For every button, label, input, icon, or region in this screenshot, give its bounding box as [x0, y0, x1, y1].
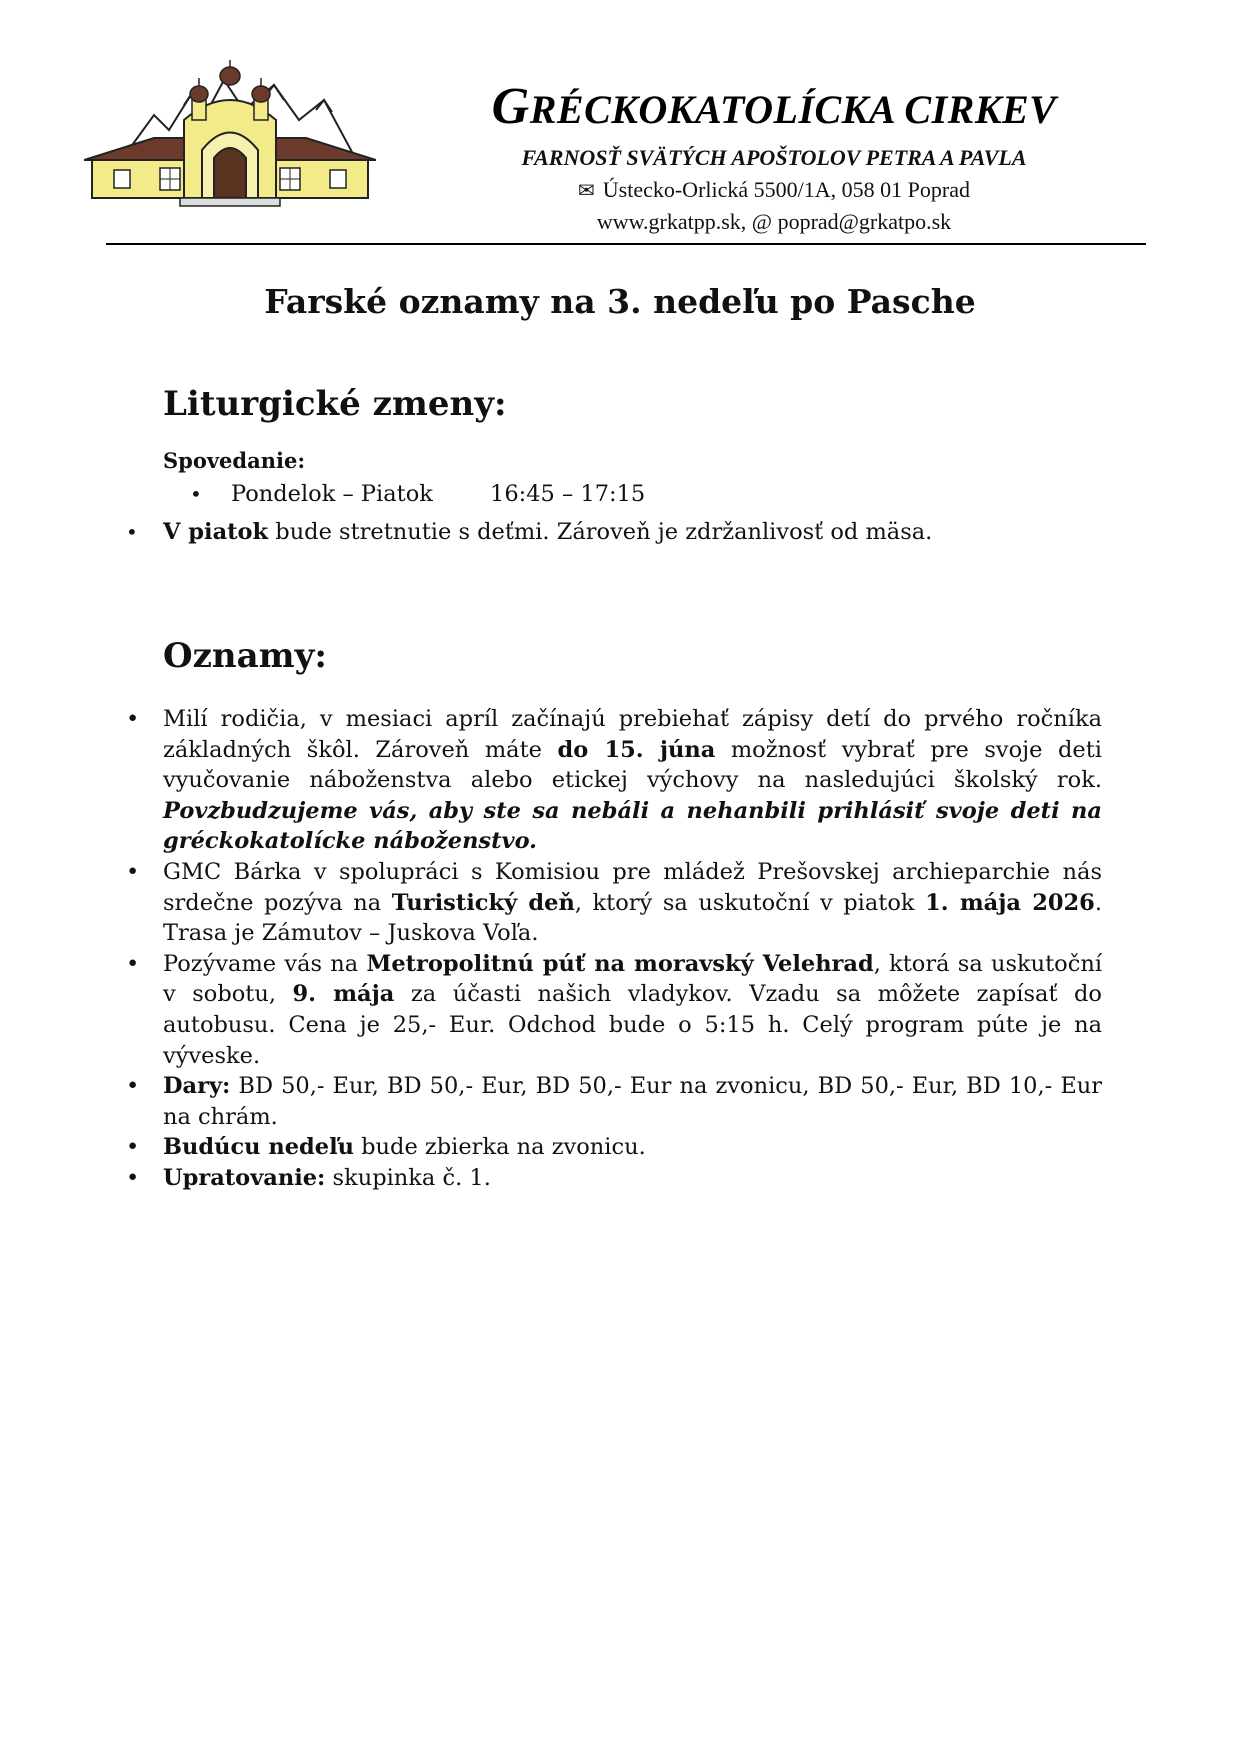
label: Dary: [163, 1073, 231, 1100]
event-date: 9. mája [292, 981, 395, 1008]
announcement-item-donations [126, 1071, 1102, 1132]
address-line [400, 177, 1148, 203]
text: , ktorý sa uskutoční v piatok [574, 889, 926, 916]
text: bude zbierka na zvonicu. [354, 1134, 646, 1161]
confession-label: Spovedanie: [163, 448, 306, 473]
label: Upratovanie: [163, 1164, 326, 1191]
announcement-item-collection [126, 1132, 1102, 1163]
bullet: • [126, 858, 140, 885]
org-name [400, 78, 1148, 135]
text: . Trasa je Zámutov – Juskova Voľa. [163, 889, 1102, 947]
web-line[interactable]: www.grkatpp.sk, @ poprad@grkatpo.sk [596, 209, 952, 235]
parish-name: FARNOSŤ SVÄTÝCH APOŠTOLOV PETRA A PAVLA [521, 145, 1027, 171]
liturgical-heading: Liturgické zmeny: [163, 384, 507, 424]
announcement-item-hiking-day [126, 857, 1102, 949]
church-logo [84, 60, 376, 210]
bullet: • [126, 1134, 140, 1161]
org-name-rest: RÉCKOKATOLÍCKA CIRKEV [529, 87, 1057, 132]
deadline: do 15. júna [557, 736, 716, 763]
label: Budúcu nedeľu [163, 1134, 354, 1161]
address-text: Ústecko-Orlická 5500/1A, 058 01 Poprad [602, 177, 970, 203]
envelope-icon: ✉ [578, 180, 595, 203]
confession-time: 16:45 – 17:15 [490, 481, 646, 507]
text: GMC Bárka v spolupráci s Komisiou pre mládež Prešovskej archieparchie nás srdečne pozýva na [163, 858, 1102, 916]
event-date: 1. mája 2026 [925, 889, 1095, 916]
event-name: Metropolitnú púť na moravský Velehrad [366, 950, 874, 977]
bullet: • [126, 520, 138, 544]
text: Milí rodičia, v mesiaci apríl začínajú prebiehať zápisy detí do prvého ročníka základných škôl. Zároveň máte [163, 706, 1102, 763]
announcements-heading: Oznamy: [163, 636, 327, 676]
text: , ktorá sa uskutoční v sobotu, [163, 950, 1103, 1008]
bullet: • [190, 482, 202, 506]
friday-bold: V piatok [163, 519, 269, 545]
confession-days: Pondelok – Piatok [231, 481, 433, 507]
announcement-item-pilgrimage [126, 949, 1102, 1071]
text: možnosť vybrať pre svoje deti vyučovanie náboženstva alebo etickej výchovy na nasledujúci školský rok. [163, 736, 1102, 794]
bullet: • [126, 1164, 140, 1191]
header-divider [106, 243, 1146, 245]
text: Pozývame vás na [163, 950, 367, 977]
bullet: • [126, 1073, 140, 1100]
bullet: • [126, 706, 140, 732]
org-name-initial: G [491, 78, 530, 135]
text: skupinka č. 1. [325, 1164, 491, 1191]
header-text [400, 78, 1148, 235]
bullet: • [126, 950, 140, 977]
friday-text: bude stretnutie s deťmi. Zároveň je zdržanlivosť od mäsa. [268, 519, 933, 545]
encouragement: Povzbudzujeme vás, aby ste sa nebáli a nehanbili prihlásiť svoje deti na gréckokatolícke náboženstvo. [163, 797, 1102, 855]
event-name: Turistický deň [391, 889, 575, 916]
text: BD 50,- Eur, BD 50,- Eur, BD 50,- Eur na zvonicu, BD 50,- Eur, BD 10,- Eur na chrám. [163, 1073, 1102, 1130]
page-title: Farské oznamy na 3. nedeľu po Pasche [264, 282, 976, 321]
announcement-item-enrollment [126, 704, 1102, 857]
text: za účasti našich vladykov. Vzadu sa môžete zapísať do autobusu. Cena je 25,- Eur. Odchod bude o 5:15 h. Celý program púte je na výveske. [163, 981, 1102, 1069]
announcement-item-cleaning [126, 1163, 1102, 1194]
announcement-list [126, 704, 1102, 1194]
